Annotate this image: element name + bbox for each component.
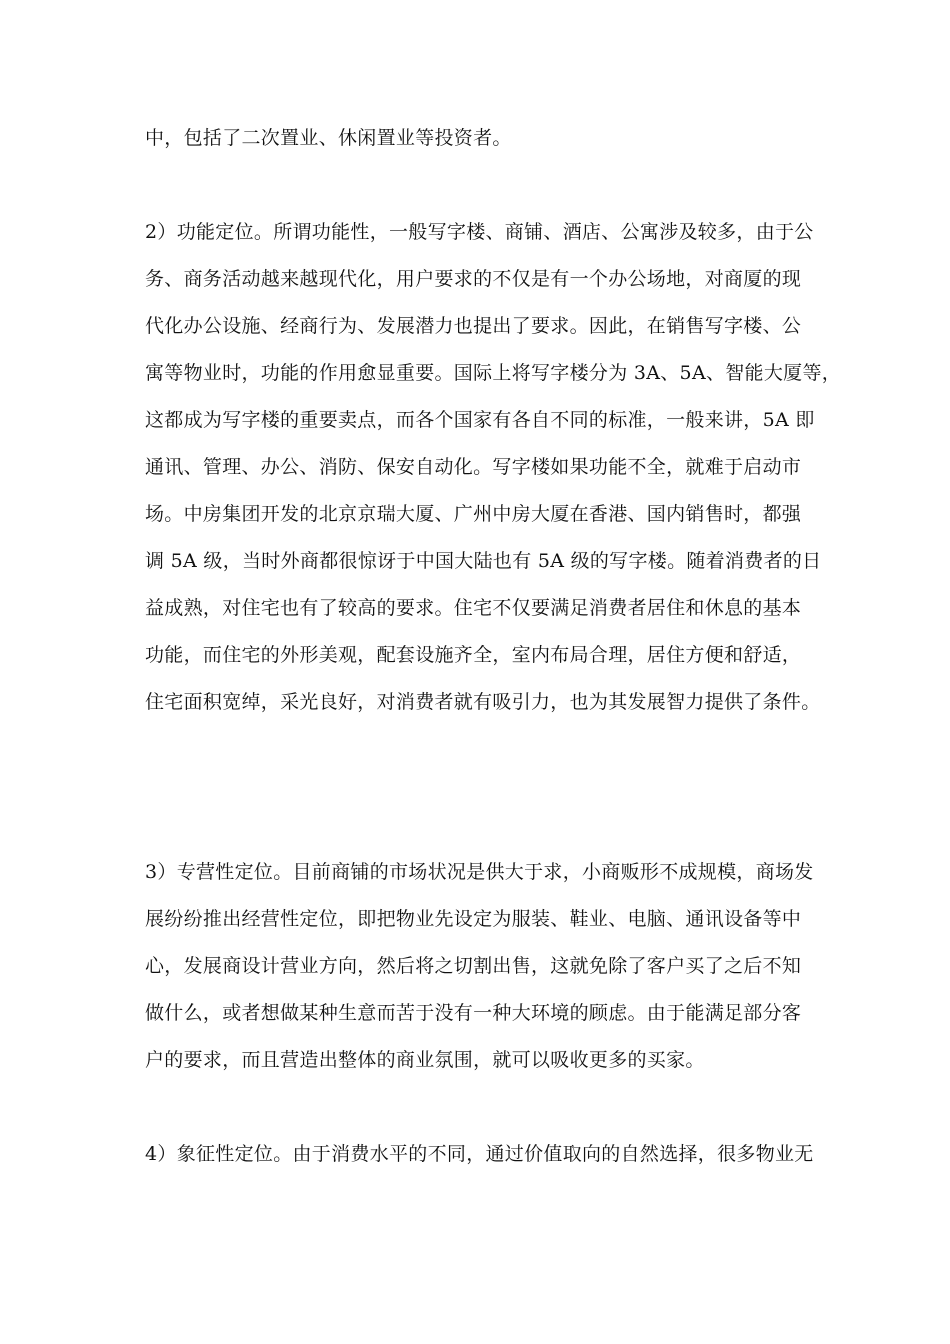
text-line: 代化办公设施、经商行为、发展潜力也提出了要求。因此，在销售写字楼、公 — [145, 315, 802, 337]
text-line: 心，发展商设计营业方向，然后将之切割出售，这就免除了客户买了之后不知 — [145, 955, 802, 977]
text-line: 务、商务活动越来越现代化，用户要求的不仅是有一个办公场地，对商厦的现 — [145, 268, 802, 290]
text-line: 通讯、管理、办公、消防、保安自动化。写字楼如果功能不全，就难于启动市 — [145, 456, 802, 478]
text-line: 中，包括了二次置业、休闲置业等投资者。 — [145, 127, 512, 149]
text-line: 功能，而住宅的外形美观，配套设施齐全，室内布局合理，居住方便和舒适， — [145, 644, 802, 666]
text-line: 场。中房集团开发的北京京瑞大厦、广州中房大厦在香港、国内销售时，都强 — [145, 503, 802, 525]
text-line: 4）象征性定位。由于消费水平的不同，通过价值取向的自然选择，很多物业无 — [145, 1143, 814, 1165]
text-line: 户的要求，而且营造出整体的商业氛围，就可以吸收更多的买家。 — [145, 1049, 705, 1071]
text-line: 调 5A 级，当时外商都很惊讶于中国大陆也有 5A 级的写字楼。随着消费者的日 — [145, 550, 822, 572]
text-line: 寓等物业时，功能的作用愈显重要。国际上将写字楼分为 3A、5A、智能大厦等， — [145, 362, 842, 384]
text-line: 展纷纷推出经营性定位，即把物业先设定为服装、鞋业、电脑、通讯设备等中 — [145, 908, 802, 930]
text-line: 益成熟，对住宅也有了较高的要求。住宅不仅要满足消费者居住和休息的基本 — [145, 597, 802, 619]
text-line: 做什么，或者想做某种生意而苦于没有一种大环境的顾虑。由于能满足部分客 — [145, 1002, 802, 1024]
text-line: 2）功能定位。所谓功能性，一般写字楼、商铺、酒店、公寓涉及较多，由于公 — [145, 221, 814, 243]
text-line: 住宅面积宽绰，采光良好，对消费者就有吸引力，也为其发展智力提供了条件。 — [145, 691, 821, 713]
text-line: 3）专营性定位。目前商铺的市场状况是供大于求，小商贩形不成规模，商场发 — [145, 861, 814, 883]
text-line: 这都成为写字楼的重要卖点，而各个国家有各自不同的标准，一般来讲，5A 即 — [145, 409, 815, 431]
